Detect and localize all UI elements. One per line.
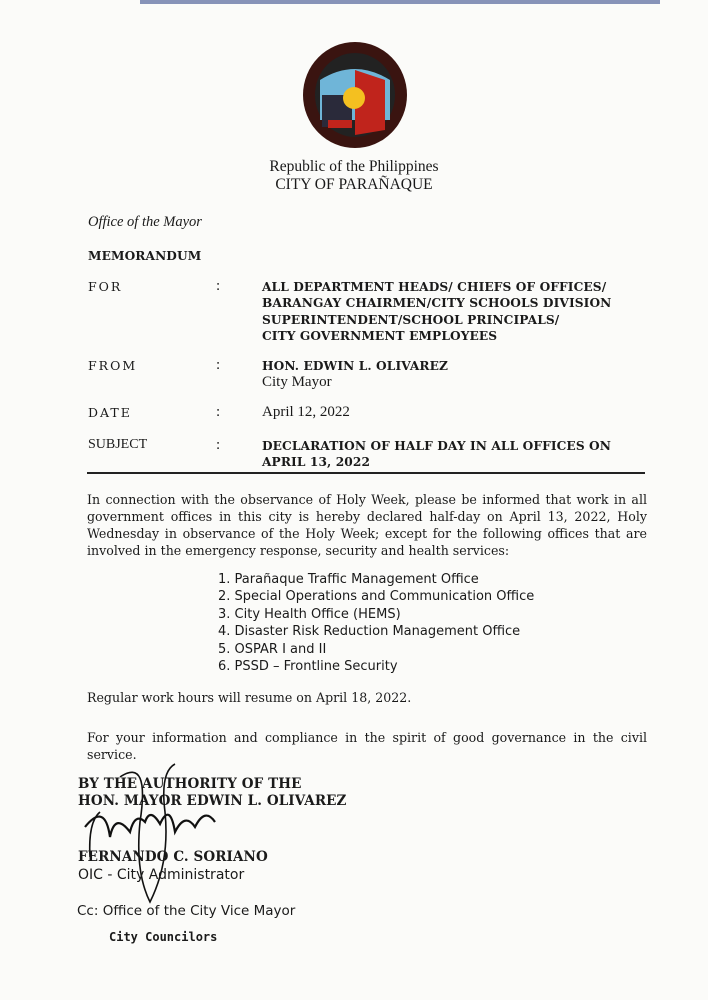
signatory-name: FERNANDO C. SORIANO xyxy=(78,849,268,865)
subject-colon: : xyxy=(216,437,221,453)
cc-councilors: City Councilors xyxy=(109,930,218,944)
date-value: April 12, 2022 xyxy=(262,404,350,420)
authority-line: HON. MAYOR EDWIN L. OLIVAREZ xyxy=(78,793,347,809)
list-item: 6. PSSD – Frontline Security xyxy=(218,658,398,674)
list-item: 4. Disaster Risk Reduction Management Office xyxy=(218,624,521,640)
exception-office-list xyxy=(218,571,534,675)
for-line: CITY GOVERNMENT EMPLOYEES xyxy=(262,329,498,343)
authority-line: BY THE AUTHORITY OF THE xyxy=(78,776,302,792)
doc-type: MEMORANDUM xyxy=(88,249,202,263)
signatory-title: OIC - City Administrator xyxy=(78,867,245,883)
list-item: 2. Special Operations and Communication Office xyxy=(218,589,535,605)
for-colon: : xyxy=(216,278,221,294)
handwritten-signature xyxy=(80,762,230,912)
for-line: BARANGAY CHAIRMEN/CITY SCHOOLS DIVISION xyxy=(262,296,612,310)
body-paragraph-resume: Regular work hours will resume on April 18, 2022. xyxy=(87,690,412,705)
list-item: 3. City Health Office (HEMS) xyxy=(218,606,401,622)
body-paragraph-intro: In connection with the observance of Holy Week, please be informed that work in all government offices in this city is hereby declared half-day on April 13, 2022, Holy Wednesday in observance of the Holy Week; except for the following offices that are involved in the emergency response, security and health services: xyxy=(87,492,647,558)
subject-line: DECLARATION OF HALF DAY IN ALL OFFICES ON xyxy=(262,439,612,453)
list-item: 1. Parañaque Traffic Management Office xyxy=(218,572,479,587)
for-label: FOR xyxy=(88,279,123,294)
divider-rule xyxy=(87,472,645,474)
cc-line: Cc: Office of the City Vice Mayor xyxy=(77,903,296,919)
from-label: FROM xyxy=(88,358,138,373)
date-colon: : xyxy=(216,404,221,420)
header-city: CITY OF PARAÑAQUE xyxy=(275,176,433,193)
body-paragraph-closing: For your information and compliance in the spirit of good governance in the civil service. xyxy=(87,730,647,762)
subject-label: SUBJECT xyxy=(88,437,148,452)
subject-line: APRIL 13, 2022 xyxy=(262,455,371,469)
from-colon: : xyxy=(216,357,221,373)
header-republic: Republic of the Philippines xyxy=(269,158,439,175)
city-seal-logo xyxy=(300,40,410,150)
date-label: DATE xyxy=(88,405,132,420)
list-item: 5. OSPAR I and II xyxy=(218,641,327,657)
from-name: HON. EDWIN L. OLIVAREZ xyxy=(262,359,449,373)
office-of-the-mayor: Office of the Mayor xyxy=(88,214,202,230)
for-line: ALL DEPARTMENT HEADS/ CHIEFS OF OFFICES/ xyxy=(262,280,607,294)
for-line: SUPERINTENDENT/SCHOOL PRINCIPALS/ xyxy=(262,313,560,327)
scan-edge-strip xyxy=(140,0,660,4)
from-title: City Mayor xyxy=(262,374,332,390)
